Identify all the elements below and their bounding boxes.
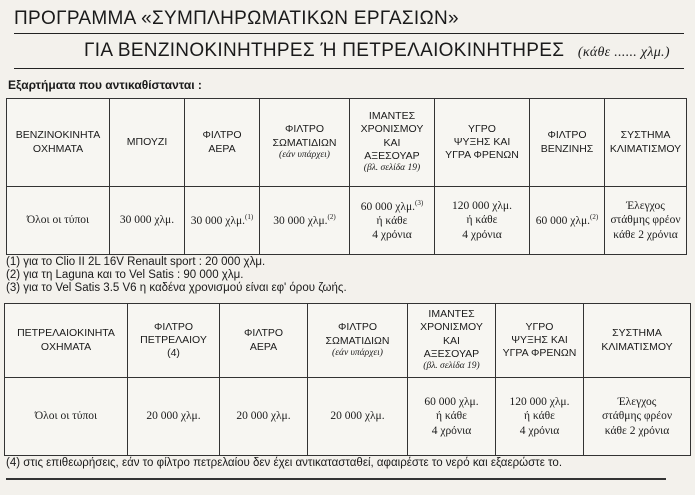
- value-cell: [260, 187, 350, 255]
- value-cell: [496, 378, 584, 456]
- value-cell: [128, 378, 220, 456]
- petrol-table-header: [7, 99, 687, 187]
- header-cell-text: ΒΕΝΖΙΝΟΚΙΝΗΤΑ: [15, 129, 101, 142]
- header-cell-text: ΨΥΞΗΣ ΚΑΙ: [453, 135, 511, 148]
- value-cell: [605, 187, 687, 255]
- value-cell-text: ή κάθε: [466, 214, 498, 227]
- value-cell-text: 60 000 χλμ.$^{(3)}$: [360, 198, 424, 213]
- petrol-table: [6, 98, 687, 255]
- value-cell: [185, 187, 260, 255]
- header-cell-text: ΚΑΙ: [383, 136, 401, 149]
- header-cell-text: (4): [167, 347, 180, 360]
- value-cell-text: κάθε 2 χρόνια: [604, 424, 670, 437]
- header-cell: [605, 99, 687, 187]
- header-cell-text: ΚΛΙΜΑΤΙΣΜΟΥ: [601, 340, 673, 353]
- value-cell-text: στάθμης φρέον: [610, 214, 681, 227]
- footnotes: [6, 256, 347, 295]
- header-cell: [308, 304, 408, 378]
- header-cell-text: ΠΕΤΡΕΛΑΙΟΥ: [140, 333, 207, 346]
- value-cell-footnote-ref: (3): [415, 198, 424, 207]
- value-cell-text: κάθε 2 χρόνια: [613, 228, 678, 241]
- value-cell: [110, 187, 185, 255]
- title-line-2: [84, 40, 687, 62]
- header-cell-text: ΑΕΡΑ: [249, 340, 278, 353]
- header-cell: [5, 304, 128, 378]
- value-cell-text: 20 000 χλμ.: [236, 410, 291, 423]
- header-cell-text: ΑΞΕΣΟΥΑΡ: [423, 347, 480, 360]
- header-cell-text: ΧΡΟΝΙΣΜΟΥ: [420, 321, 483, 334]
- header-cell-text: ΣΩΜΑΤΙΔΙΩΝ: [325, 334, 390, 347]
- header-cell-text: ΦΙΛΤΡΟ: [547, 129, 587, 142]
- value-cell: [308, 378, 408, 456]
- header-cell-text: ΨΥΞΗΣ ΚΑΙ: [511, 333, 568, 346]
- header-cell-text: ΑΕΡΑ: [208, 142, 236, 155]
- value-cell: [584, 378, 691, 456]
- value-cell: [530, 187, 605, 255]
- value-cell-footnote-ref: (1): [245, 212, 254, 221]
- header-cell: [350, 99, 435, 187]
- value-cell-text: Όλοι οι τύποι: [34, 410, 98, 423]
- value-cell-text: 20 000 χλμ.: [146, 410, 201, 423]
- value-cell: [5, 378, 128, 456]
- header-cell: [408, 304, 496, 378]
- header-cell-subtext: (εάν υπάρχει): [332, 347, 383, 358]
- value-cell-text: 120 000 χλμ.: [452, 199, 512, 212]
- header-cell-text: ΣΥΣΤΗΜΑ: [612, 327, 662, 340]
- subtitle: Εξαρτήματα που αντικαθίστανται :: [8, 78, 202, 92]
- header-cell-text: ΦΙΛΤΡΟ: [284, 123, 325, 136]
- bottom-rule: [6, 478, 666, 480]
- header-cell: [110, 99, 185, 187]
- value-cell-text: Έλεγχος: [626, 199, 665, 212]
- footnote-2: (2) για τη Laguna και το Vel Satis : 90 000 χλμ.: [6, 269, 244, 281]
- header-cell: [435, 99, 530, 187]
- value-cell-text: 30 000 χλμ.: [119, 214, 175, 227]
- header-cell-text: ΦΙΛΤΡΟ: [202, 129, 242, 142]
- title-rule: [14, 33, 684, 34]
- header-cell-text: ΚΛΙΜΑΤΙΣΜΟΥ: [609, 142, 682, 155]
- value-cell-text: ή κάθε: [524, 410, 555, 423]
- value-cell-text: 60 000 χλμ.$^{(2)}$: [535, 212, 599, 227]
- value-cell-text: Έλεγχος: [617, 395, 657, 408]
- value-cell-text: 4 χρόνια: [462, 228, 502, 241]
- header-cell-subtext: (εάν υπάρχει): [279, 149, 330, 160]
- header-cell: [128, 304, 220, 378]
- header-cell-subtext: (βλ. σελίδα 19): [363, 162, 421, 173]
- footnote-3: (3) για το Vel Satis 3.5 V6 η καδένα χρονισμού είναι εφ' όρου ζωής.: [6, 282, 347, 294]
- value-cell-text: 120 000 χλμ.: [509, 395, 570, 408]
- header-cell-text: ΑΞΕΣΟΥΑΡ: [364, 149, 420, 162]
- value-cell: [350, 187, 435, 255]
- value-cell: [435, 187, 530, 255]
- header-cell-text: ΦΙΛΤΡΟ: [337, 321, 378, 334]
- header-cell-text: ΧΡΟΝΙΣΜΟΥ: [360, 123, 424, 136]
- footnote-1: (1) για το Clio II 2L 16V Renault sport : 20 000 χλμ.: [6, 256, 266, 268]
- footnote-4: (4) στις επιθεωρήσεις, εάν το φίλτρο πετρελαίου δεν έχει αντικατασταθεί, αφαιρέστε το νερό και εξαερώστε το.: [6, 457, 563, 469]
- diesel-table-row: [5, 378, 691, 456]
- header-cell-text: ΣΩΜΑΤΙΔΙΩΝ: [272, 136, 337, 149]
- header-cell: [530, 99, 605, 187]
- header-cell-text: ΥΓΡΑ ΦΡΕΝΩΝ: [502, 347, 577, 360]
- value-cell-text: στάθμης φρέον: [601, 410, 673, 423]
- header-cell-text: ΠΕΤΡΕΛΑΙΟΚΙΝΗΤΑ: [17, 327, 115, 340]
- value-cell-text: 4 χρόνια: [372, 229, 412, 242]
- value-cell-text: 20 000 χλμ.: [330, 410, 385, 423]
- header-cell-text: ΚΑΙ: [443, 334, 460, 347]
- value-cell: [220, 378, 308, 456]
- header-cell-text: ΙΜΑΝΤΕΣ: [368, 110, 416, 123]
- value-cell-text: ή κάθε: [376, 214, 408, 227]
- header-cell-text: ΦΙΛΤΡΟ: [153, 320, 194, 333]
- title-line-2-text: ΓΙΑ ΒΕΝΖΙΝΟΚΙΝΗΤΗΡΕΣ Ή ΠΕΤΡΕΛΑΙΟΚΙΝΗΤΗΡΕΣ: [84, 40, 565, 61]
- value-cell-text: 4 χρόνια: [519, 424, 560, 437]
- header-cell: [584, 304, 691, 378]
- header-cell-text: ΥΓΡΟ: [468, 122, 496, 135]
- value-cell-text: 60 000 χλμ.: [424, 395, 479, 408]
- diesel-table: [4, 303, 691, 456]
- header-cell: [7, 99, 110, 187]
- value-cell-footnote-ref: (2): [327, 212, 336, 221]
- header-cell-text: ΣΥΣΤΗΜΑ: [620, 129, 671, 142]
- header-cell-text: ΙΜΑΝΤΕΣ: [428, 308, 475, 321]
- value-cell-text: 30 000 χλμ.$^{(2)}$: [273, 212, 336, 227]
- header-cell-text: ΒΕΝΖΙΝΗΣ: [540, 142, 594, 155]
- header-cell-subtext: (βλ. σελίδα 19): [423, 360, 480, 371]
- header-cell: [260, 99, 350, 187]
- header-cell: [185, 99, 260, 187]
- value-cell-footnote-ref: (2): [590, 212, 599, 221]
- header-cell-text: ΜΠΟΥΖΙ: [126, 135, 168, 148]
- header-cell-text: ΟΧΗΜΑΤΑ: [40, 340, 92, 353]
- value-cell: [408, 378, 496, 456]
- value-cell-text: 4 χρόνια: [431, 424, 472, 437]
- title-unit: (κάθε ...... χλμ.): [577, 45, 670, 60]
- value-cell-text: 30 000 χλμ.$^{(1)}$: [190, 212, 254, 227]
- header-cell-text: ΟΧΗΜΑΤΑ: [32, 142, 84, 155]
- value-cell-text: Όλοι οι τύποι: [26, 214, 90, 227]
- header-cell: [220, 304, 308, 378]
- title-rule-2: [14, 68, 684, 69]
- header-cell: [496, 304, 584, 378]
- header-cell-text: ΥΓΡΑ ΦΡΕΝΩΝ: [445, 149, 519, 162]
- diesel-table-header: [5, 304, 691, 378]
- value-cell: [7, 187, 110, 255]
- value-cell-text: ή κάθε: [436, 410, 467, 423]
- header-cell-text: ΦΙΛΤΡΟ: [243, 327, 284, 340]
- petrol-table-row: [7, 187, 687, 255]
- title-line-1: ΠΡΟΓΡΑΜΜΑ «ΣΥΜΠΛΗΡΩΜΑΤΙΚΩΝ ΕΡΓΑΣΙΩΝ»: [14, 8, 459, 29]
- header-cell-text: ΥΓΡΟ: [525, 320, 554, 333]
